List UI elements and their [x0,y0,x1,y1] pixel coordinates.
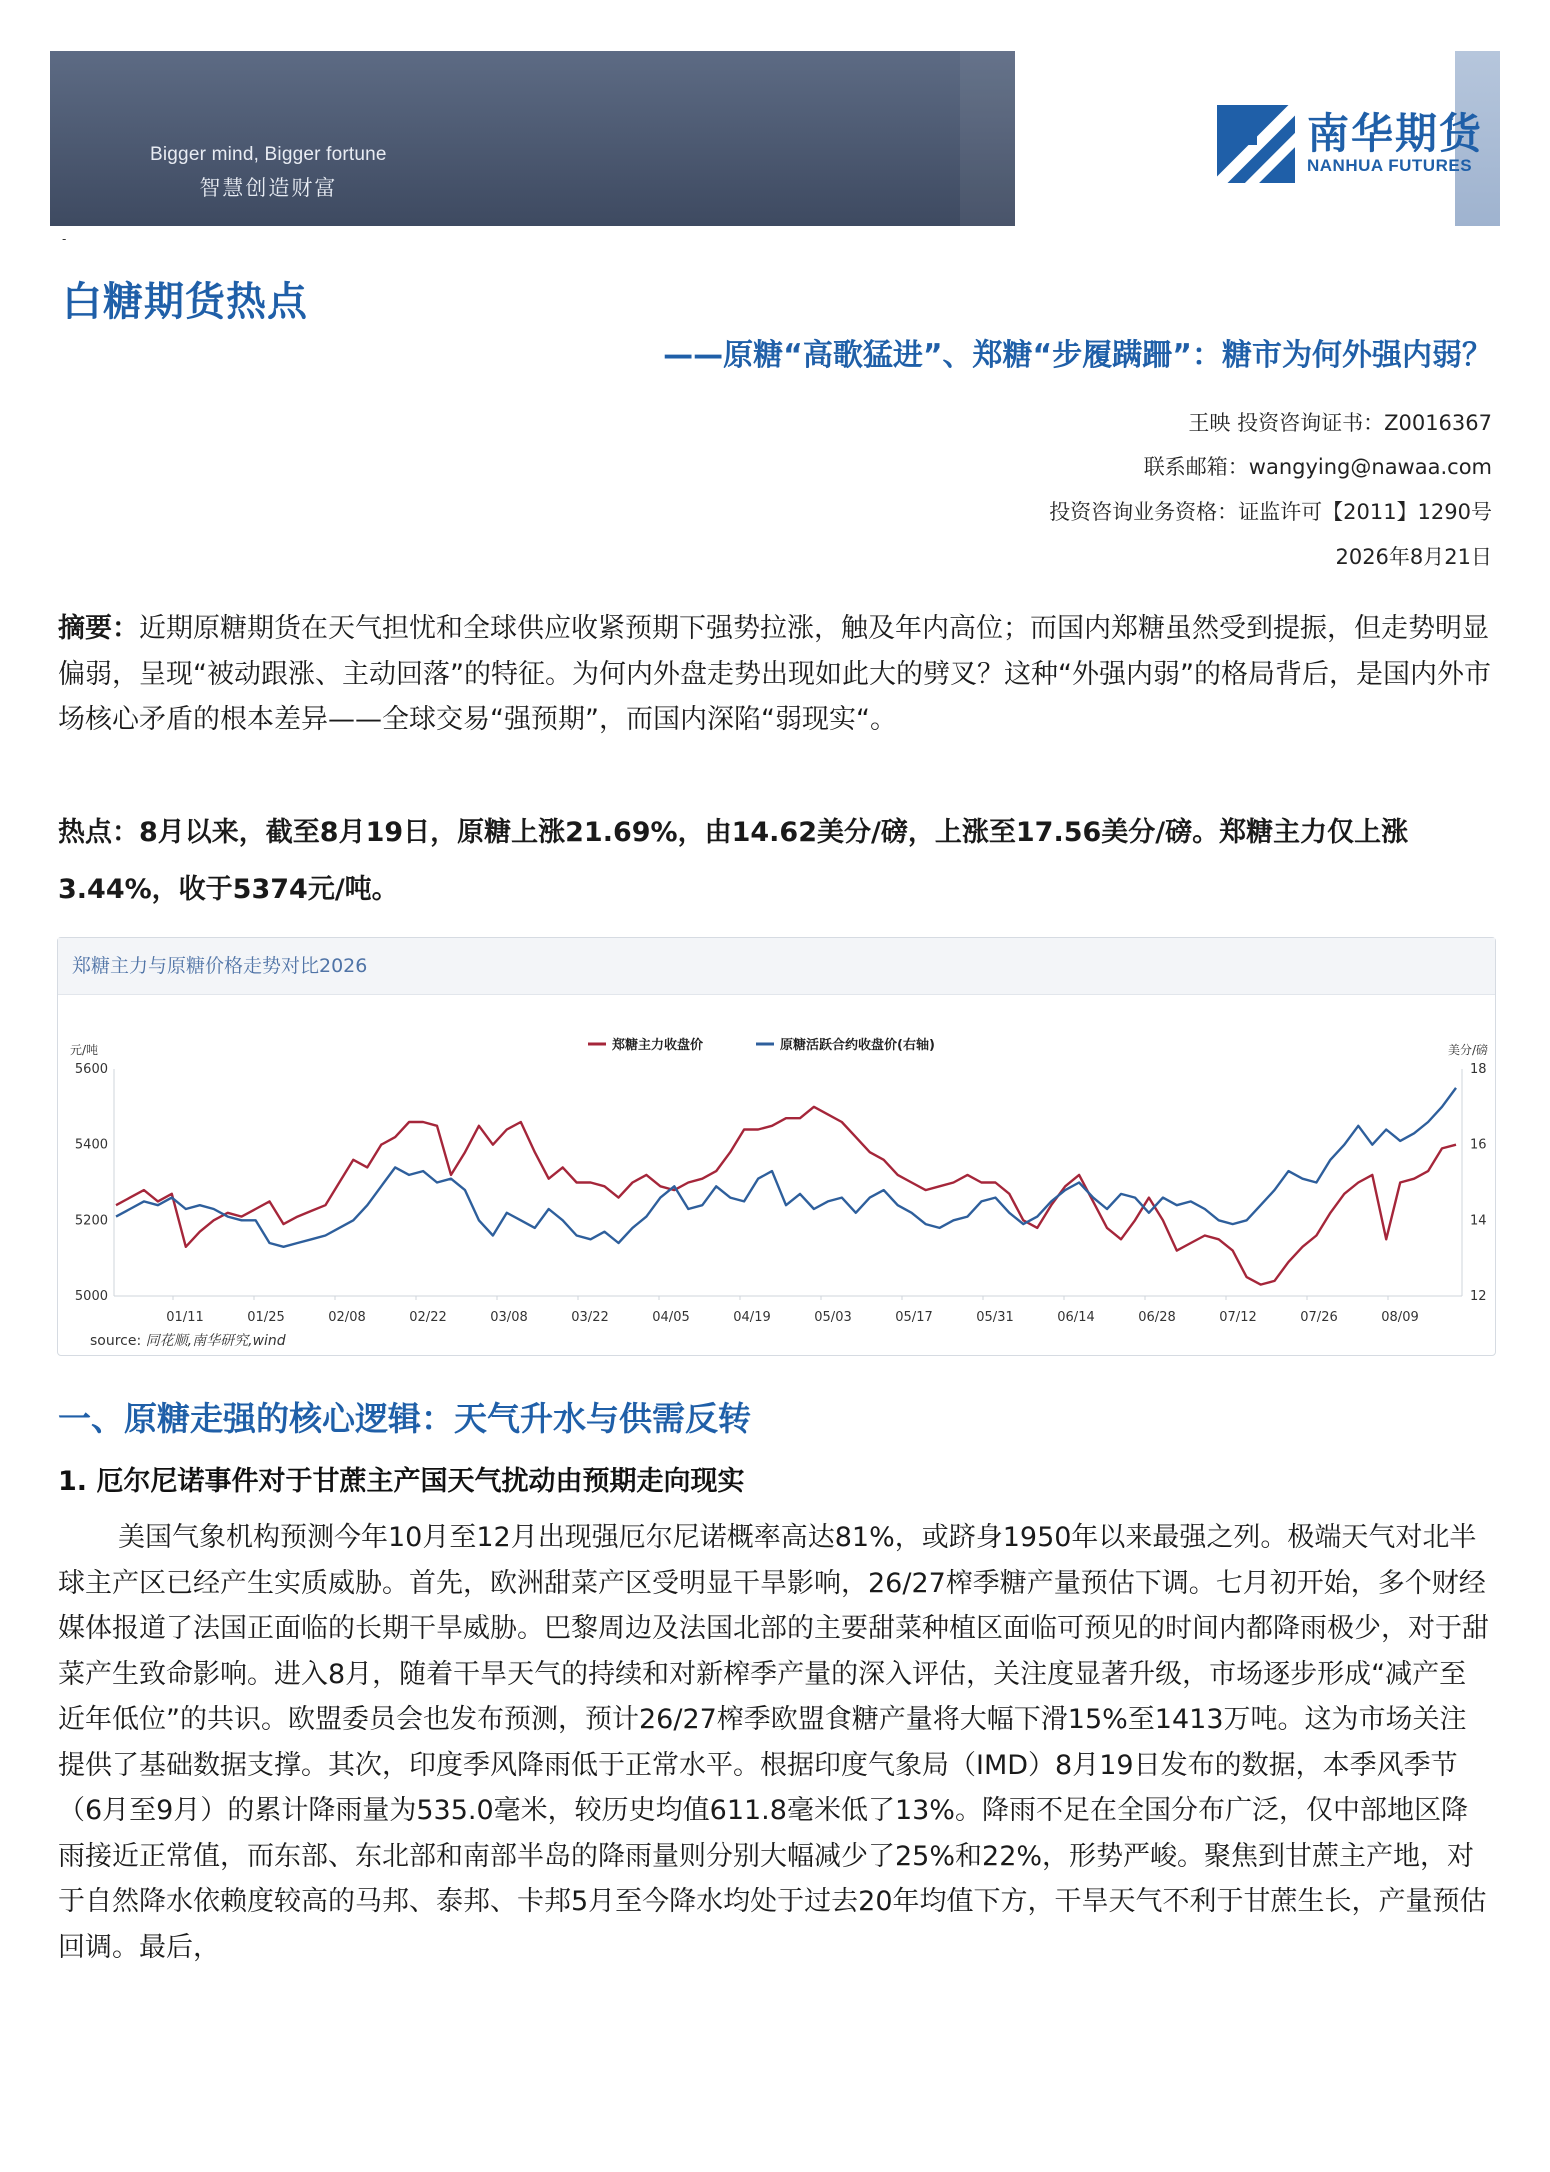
banner-stripe [960,51,1015,226]
section-heading: 一、原糖走强的核心逻辑：天气升水与供需反转 [58,1399,751,1438]
y-right-tick-label: 12 [1470,1289,1487,1304]
license-line: 投资咨询业务资格：证监许可【2011】1290号 [1049,500,1492,524]
x-tick-label: 02/22 [409,1310,447,1324]
body-paragraph [58,1515,1492,1970]
y-right-tick-label: 14 [1470,1213,1487,1229]
x-tick-label: 07/12 [1219,1310,1257,1324]
x-tick-label: 06/28 [1138,1310,1176,1324]
abstract-label: 摘要： [58,613,139,644]
left-unit-label: 元/吨 [70,1043,99,1057]
y-left-tick-label: 5600 [74,1062,108,1077]
x-tick-label: 03/08 [490,1310,528,1324]
series-line [116,1088,1456,1247]
x-tick-label: 04/05 [652,1310,690,1324]
chart-plot [58,994,1495,1324]
source-label: source: [90,1333,146,1349]
chart-header: 郑糖主力与原糖价格走势对比2026 [58,938,1495,995]
slogan [150,144,387,202]
x-tick-label: 03/22 [571,1310,609,1324]
logo-name-en: NANHUA FUTURES [1307,156,1473,175]
y-right-tick-label: 16 [1470,1137,1487,1153]
abstract-text: 近期原糖期货在天气担忧和全球供应收紧预期下强势拉涨，触及年内高位；而国内郑糖虽然受到提振，但走势明显偏弱，呈现“被动跟涨、主动回落”的特征。为何内外盘走势出现如此大的劈叉？这种“外强内弱”的格局背后，是国内外市场核心矛盾的根本差异——全球交易“强预期”，而国内深陷“弱现实“。 [58,613,1491,735]
y-right-tick-label: 18 [1470,1062,1487,1077]
header-banner [50,51,1500,226]
slogan-cn: 智慧创造财富 [199,176,338,200]
source-text: 同花顺,南华研究,wind [145,1333,286,1349]
y-left-tick-label: 5200 [74,1213,108,1229]
body-text: 美国气象机构预测今年10月至12月出现强厄尔尼诺概率高达81%，或跻身1950年以来最强之列。极端天气对北半球主产区已经产生实质威胁。首先，欧洲甜菜产区受明显干旱影响，26/27榨季糖产量预估下调。七月初开始，多个财经媒体报道了法国正面临的长期干旱威胁。巴黎周边及法国北部的主要甜菜种植区面临可预见的时间内都降雨极少，对于甜菜产生致命影响。进入8月，随着干旱天气的持续和对新榨季产量的深入评估，关注度显著升级，市场逐步形成“减产至近年低位”的共识。欧盟委员会也发布预测，预计26/27榨季欧盟食糖产量将大幅下滑15%至1413万吨。这为市场关注提供了基础数据支撑。其次，印度季风降雨低于正常水平。根据印度气象局（IMD）8月19日发布的数据，本季风季节（6月至9月）的累计降雨量为535.0毫米，较历史均值611.8毫米低了13%。降雨不足在全国分布广泛，仅中部地区降雨接近正常值，而东部、东北部和南部半岛的降雨量则分别大幅减少了25%和22%，形势严峻。聚焦到甘蔗主产地，对于自然降水依赖度较高的马邦、泰邦、卡邦5月至今降水均处于过去20年均值下方，干旱天气不利于甘蔗生长，产量预估回调。最后， [58,1522,1489,1963]
legend-label: 原糖活跃合约收盘价(右轴) [780,1038,935,1053]
series-line [116,1107,1456,1285]
report-date: 2026年8月21日 [1335,545,1492,569]
price-chart [57,937,1496,1356]
x-tick-label: 02/08 [328,1310,366,1324]
right-unit-label: 美分/磅 [1447,1043,1488,1057]
x-tick-label: 08/09 [1381,1310,1419,1324]
abstract-paragraph [58,606,1492,743]
x-tick-label: 07/26 [1300,1310,1338,1324]
x-tick-label: 06/14 [1057,1310,1095,1324]
logo-mark-icon [1217,105,1295,183]
slogan-en: Bigger mind, Bigger fortune [150,144,387,165]
legend-label: 郑糖主力收盘价 [612,1038,704,1053]
x-tick-label: 01/11 [166,1310,204,1324]
email-line: 联系邮箱：wangying@nawaa.com [1143,455,1492,479]
report-subtitle: ——原糖“高歌猛进”、郑糖“步履蹒跚”：糖市为何外强内弱？ [663,338,1492,373]
x-tick-label: 05/31 [976,1310,1014,1324]
hotspot-paragraph: 热点：8月以来，截至8月19日，原糖上涨21.69%，由14.62美分/磅，上涨至17.56美分/磅。郑糖主力仅上涨3.44%，收于5374元/吨。 [58,817,1409,905]
y-left-tick-label: 5000 [74,1289,108,1304]
company-logo [1217,105,1483,183]
x-tick-label: 05/03 [814,1310,852,1324]
chart-source [90,1330,286,1350]
y-left-tick-label: 5400 [74,1137,108,1153]
x-tick-label: 04/19 [733,1310,771,1324]
page-marker: - [62,232,67,246]
subsection-heading: 1. 厄尔尼诺事件对于甘蔗主产国天气扰动由预期走向现实 [58,1466,745,1497]
x-tick-label: 01/25 [247,1310,285,1324]
x-tick-label: 05/17 [895,1310,933,1324]
author-line: 王映 投资咨询证书：Z0016367 [1188,411,1492,435]
logo-name-cn: 南华期货 [1307,109,1484,158]
report-title: 白糖期货热点 [62,279,308,325]
